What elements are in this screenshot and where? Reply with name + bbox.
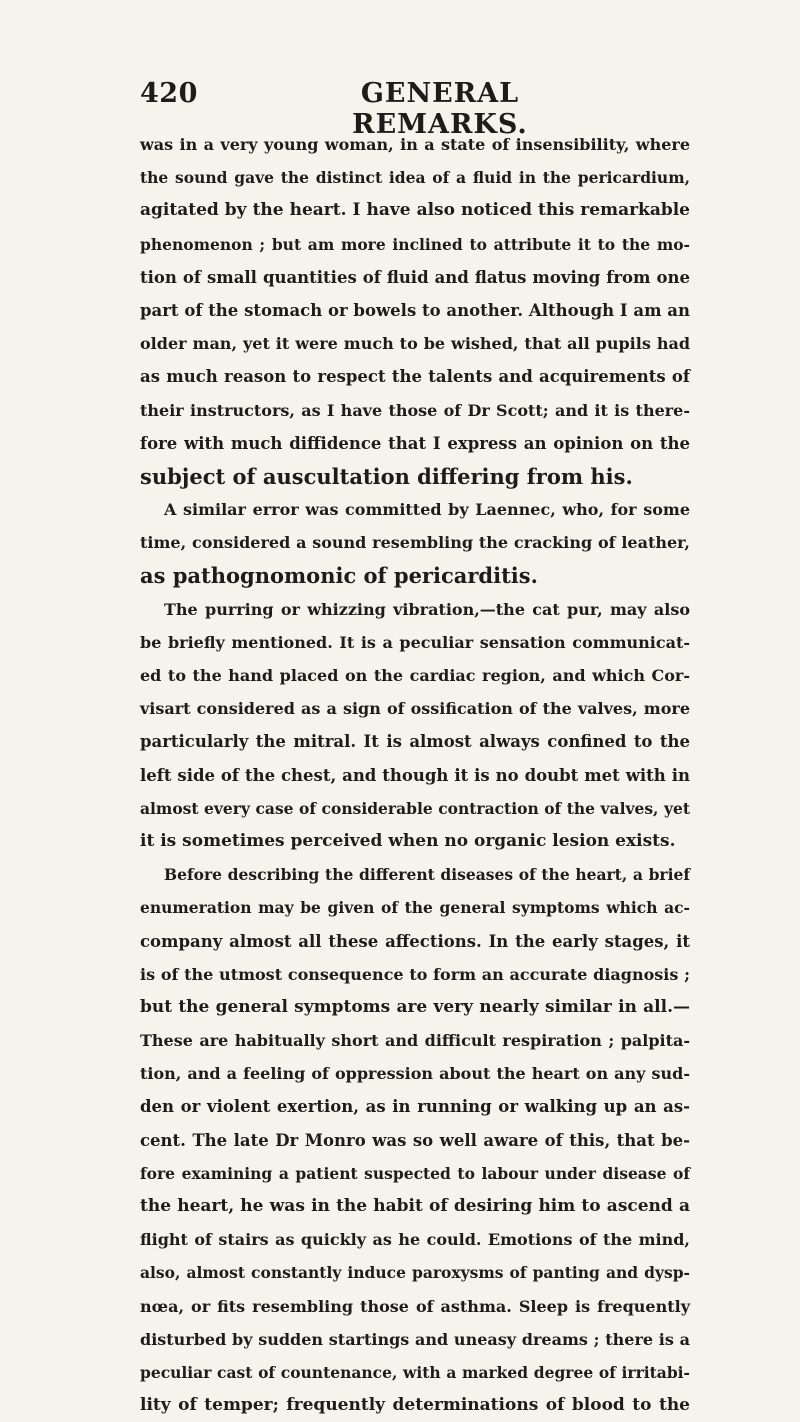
text-line: visart considered as a sign of ossification of the valves, more — [140, 699, 690, 719]
text-line: it is sometimes perceived when no organic lesion exists. — [140, 830, 676, 851]
text-line: enumeration may be given of the general symptoms which ac- — [140, 898, 690, 918]
text-line: peculiar cast of countenance, with a marked degree of irritabi- — [140, 1362, 690, 1382]
page-header — [140, 78, 700, 140]
text-line: almost every case of considerable contraction of the valves, yet — [140, 798, 690, 818]
page-number: 420 — [140, 78, 198, 109]
text-line: older man, yet it were much to be wished, that all pupils had — [140, 334, 690, 354]
text-line: part of the stomach or bowels to another. Although I am an — [140, 300, 690, 320]
text-line: subject of auscultation differing from his. — [140, 463, 633, 489]
text-line: fore examining a patient suspected to labour under disease of — [140, 1163, 690, 1183]
text-line: agitated by the heart. I have also noticed this remarkable — [140, 200, 690, 221]
text-line: their instructors, as I have those of Dr Scott; and it is there- — [140, 400, 690, 420]
text-line: cent. The late Dr Monro was so well aware of this, that be- — [140, 1130, 690, 1150]
text-line: as much reason to respect the talents and acquirements of — [140, 367, 690, 387]
text-line: The purring or whizzing vibration,—the cat pur, may also — [164, 599, 690, 619]
text-line: tion of small quantities of fluid and flatus moving from one — [140, 267, 690, 287]
text-line: flight of stairs as quickly as he could. Emotions of the mind, — [140, 1230, 690, 1250]
text-line: A similar error was committed by Laennec, who, for some — [164, 500, 690, 520]
text-line: is of the utmost consequence to form an accurate diagnosis ; — [140, 964, 690, 984]
text-line: left side of the chest, and though it is no doubt met with in — [140, 765, 690, 785]
text-line: company almost all these affections. In the early stages, it — [140, 931, 690, 951]
text-line: the heart, he was in the habit of desiring him to ascend a — [140, 1196, 690, 1216]
text-line: den or violent exertion, as in running or walking up an as- — [140, 1097, 690, 1117]
text-line: Before describing the different diseases of the heart, a brief — [164, 865, 690, 885]
text-line: lity of temper; frequently determinations of blood to the — [140, 1395, 690, 1416]
text-line: ed to the hand placed on the cardiac region, and which Cor- — [140, 666, 690, 685]
text-line: disturbed by sudden startings and uneasy dreams ; there is a — [140, 1329, 690, 1349]
text-line: phenomenon ; but am more inclined to attribute it to the mo- — [140, 234, 690, 254]
text-line: was in a very young woman, in a state of insensibility, where — [140, 135, 690, 154]
text-line: be briefly mentioned. It is a peculiar sensation communicat- — [140, 632, 690, 652]
text-line: tion, and a feeling of oppression about the heart on any sud- — [140, 1064, 690, 1084]
running-head: GENERAL REMARKS. — [352, 78, 528, 140]
text-line: particularly the mitral. It is almost always confined to the — [140, 732, 690, 752]
body-text — [140, 128, 690, 1422]
text-line: also, almost constantly induce paroxysms of panting and dysp- — [140, 1263, 690, 1283]
text-line: the sound gave the distinct idea of a fluid in the pericardium, — [140, 168, 690, 188]
text-line: nœa, or fits resembling those of asthma. Sleep is frequently — [140, 1296, 690, 1316]
text-line: time, considered a sound resembling the cracking of leather, — [140, 533, 690, 553]
text-line: as pathognomonic of pericarditis. — [140, 563, 538, 589]
text-line: fore with much diffidence that I express an opinion on the — [140, 433, 690, 453]
text-line: but the general symptoms are very nearly similar in all.— — [140, 996, 690, 1017]
text-line: These are habitually short and difficult respiration ; palpita- — [140, 1031, 690, 1051]
